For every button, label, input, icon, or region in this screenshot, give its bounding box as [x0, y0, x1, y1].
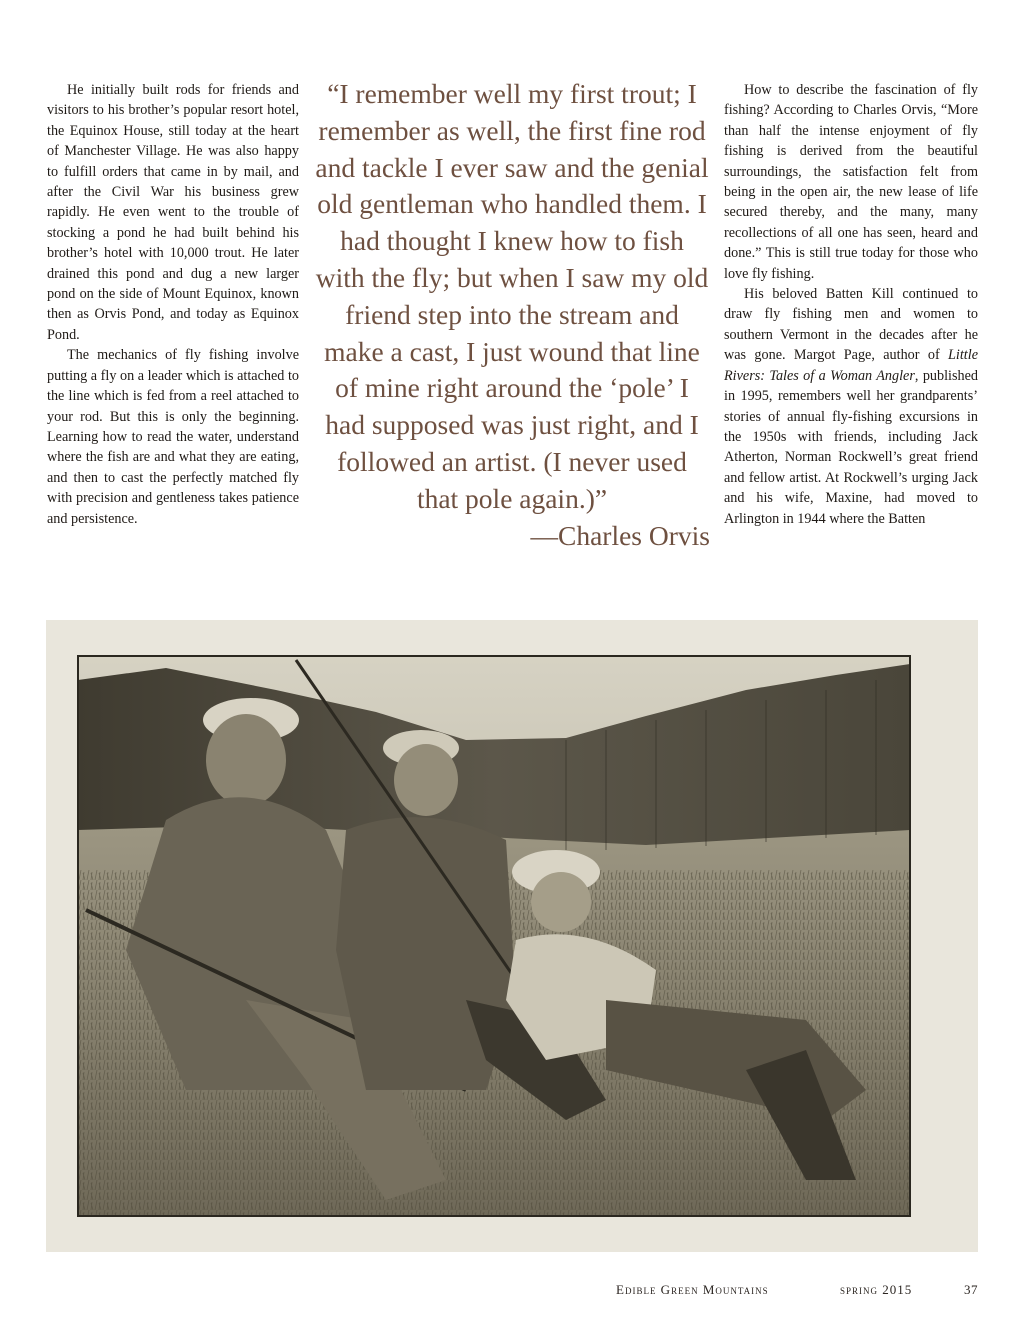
anglers-photograph: [46, 620, 978, 1252]
issue-label: spring 2015: [840, 1282, 913, 1297]
left-paragraph-2: The mechanics of fly fishing involve putting a fly on a leader which is attached to the line which is fed from a reel attached to your rod. But this is only the beginning. Learning how to read the water, understand where the fish are and what they are eating, and then to cast the perfectly matched fly with precision and gentleness takes patience and persistence.: [47, 347, 299, 527]
page-footer: [600, 1282, 978, 1302]
right-paragraph-1: How to describe the fascination of fly fishing? According to Charles Orvis, “More than half the intense enjoyment of fly fishing is derived from the beautiful surroundings, the satisfaction felt from being in the open air, the new lease of life secured thereby, and the many, many recollections of all one has seen, heard and done.” This is still true today for those who love fly fishing.: [724, 82, 978, 282]
pull-quote-attribution: —Charles Orvis: [530, 519, 710, 551]
right-paragraph-2-end: , published in 1995, remembers well her grandparents’ stories of annual fly-fishing excursions in the 1950s with friends, including Jack Atherton, Norman Rockwell’s great friend and fellow artist. At Rockwell’s urging Jack and his wife, Maxine, had moved to Arlington in 1944 where the Batten: [724, 367, 978, 527]
page-number: 37: [964, 1282, 978, 1297]
right-paragraph-2: [724, 284, 978, 529]
right-text-column: [724, 80, 978, 529]
book-title: Little Rivers: Tales of a Woman Angler: [724, 347, 978, 384]
left-text-column: [47, 80, 299, 529]
vintage-photo-three-anglers: [46, 620, 978, 1252]
left-paragraph-1: He initially built rods for friends and visitors to his brother’s popular resort hotel, the Equinox House, still today at the heart of Manchester Village. He was also happy to fulfill orders that came in by mail, and after the Civil War his business grew rapidly. He even went to the trouble of stocking a pond he had built behind his brother’s hotel with 10,000 trout. He later drained this pond and dug a new larger pond on the side of Mount Equinox, known then as Orvis Pond, and today as Equinox Pond.: [47, 82, 299, 343]
magazine-name: Edible Green Mountains: [616, 1282, 769, 1297]
right-paragraph-2-start: His beloved Batten Kill continued to draw fly fishing men and women to southern Vermont in the decades after he was gone. Margot Page, author of: [724, 286, 978, 364]
pull-quote: [314, 76, 710, 554]
pull-quote-text: “I remember well my first trout; I remember as well, the first fine rod and tackle I ever saw and the genial old gentleman who handled them. I had thought I knew how to fish with the fly; but when I saw my old friend step into the stream and make a cast, I just wound that line of mine right around the ‘pole’ I had supposed was just right, and I followed an artist. (I never used that pole again.)”: [315, 78, 709, 514]
photo-print: [78, 656, 910, 1216]
